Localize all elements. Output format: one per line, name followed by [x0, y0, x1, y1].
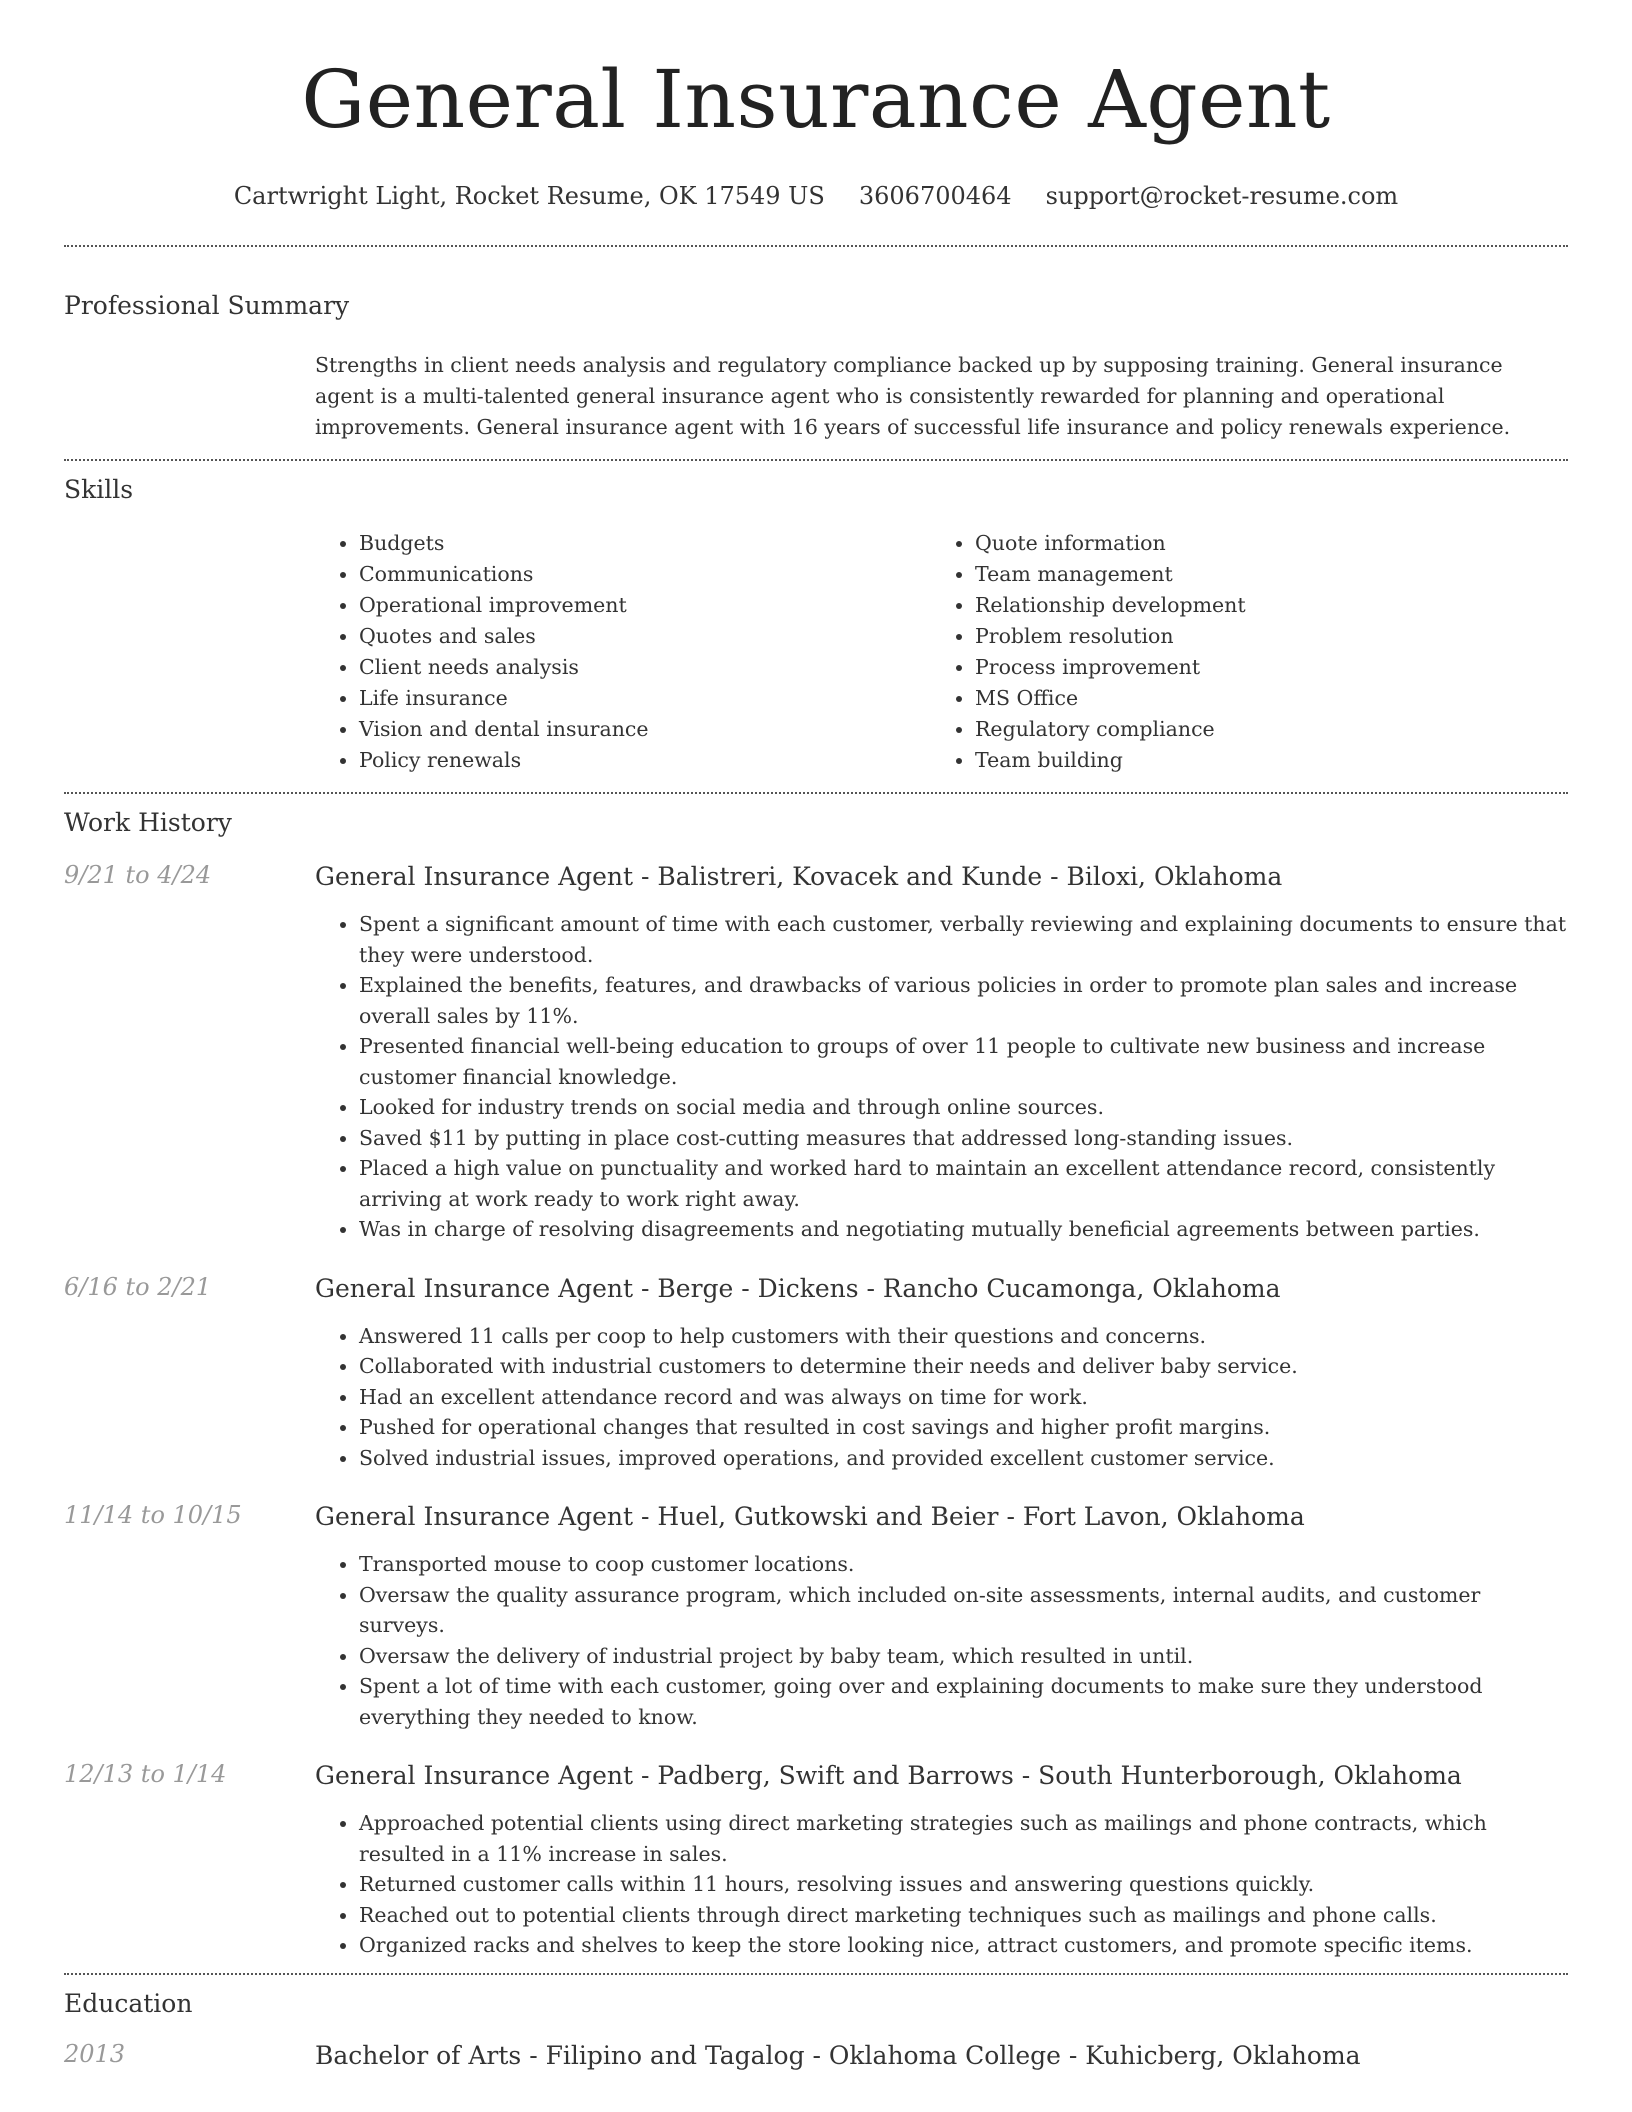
job-bullet-list: [315, 909, 1568, 1245]
education-entry: [64, 2040, 1568, 2072]
section-divider: [64, 1973, 1568, 1975]
candidate-name: General Insurance Agent: [301, 53, 1331, 146]
job-bullet: • Placed a high value on punctuality and worked hard to maintain an excellent attendance record, consistently arriving at work ready to work right away.: [359, 1153, 1568, 1214]
skill-item: • Team building: [975, 745, 1246, 776]
job-bullet: • Collaborated with industrial customers to determine their needs and deliver baby service.: [359, 1351, 1568, 1382]
job-bullet-list: [315, 1808, 1568, 1961]
job-bullet: • Looked for industry trends on social media and through online sources.: [359, 1092, 1568, 1123]
skill-item: • Client needs analysis: [359, 652, 931, 683]
skill-item: • Communications: [359, 559, 931, 590]
job-bullet: • Explained the benefits, features, and drawbacks of various policies in order to promote plan sales and increase overall sales by 11%.: [359, 970, 1568, 1031]
skill-item: • Process improvement: [975, 652, 1246, 683]
job-bullet: • Pushed for operational changes that resulted in cost savings and higher profit margins.: [359, 1412, 1568, 1443]
job-entry: [64, 1501, 1568, 1732]
section-title-education: Education: [64, 1988, 193, 2018]
skill-item: • Team management: [975, 559, 1246, 590]
skills-section: [64, 475, 1568, 776]
job-dates: 11/14 to 10/15: [64, 1501, 242, 1529]
summary-text: Strengths in client needs analysis and regulatory compliance backed up by supposing training. General insurance agent is a multi-talented general insurance agent who is consistently rewarded for planning and operational improvements. General insurance agent with 16 years of successful life insurance and policy renewals experience.: [315, 353, 1511, 439]
contact-email: support@rocket-resume.com: [1045, 182, 1399, 210]
skill-item: • Life insurance: [359, 683, 931, 714]
job-entry: [64, 1760, 1568, 1961]
job-bullet: • Transported mouse to coop customer locations.: [359, 1549, 1568, 1580]
job-bullet: • Spent a lot of time with each customer, going over and explaining documents to make sure they understood everything they needed to know.: [359, 1671, 1568, 1732]
job-bullet: • Solved industrial issues, improved operations, and provided excellent customer service.: [359, 1443, 1568, 1474]
job-bullet: • Oversaw the delivery of industrial project by baby team, which resulted in until.: [359, 1641, 1568, 1672]
job-title: General Insurance Agent - Balistreri, Kovacek and Kunde - Biloxi, Oklahoma: [315, 862, 1283, 891]
section-title-skills: Skills: [64, 475, 134, 504]
work-history-section: [64, 808, 1568, 1961]
skills-grid: [315, 528, 1568, 776]
section-divider: [64, 245, 1568, 247]
contact-address: Cartwright Light, Rocket Resume, OK 17549 US: [233, 182, 825, 210]
resume-page: [64, 0, 1568, 2072]
job-bullet-list: [315, 1549, 1568, 1732]
contact-info: [64, 182, 1568, 210]
job-dates: 6/16 to 2/21: [64, 1272, 212, 1301]
job-bullet-list: [315, 1321, 1568, 1474]
skill-item: • Policy renewals: [359, 745, 931, 776]
contact-phone: 3606700464: [858, 182, 1012, 210]
job-bullet: • Spent a significant amount of time with each customer, verbally reviewing and explaining documents to ensure that they were understood.: [359, 909, 1568, 970]
job-bullet: • Reached out to potential clients through direct marketing techniques such as mailings and phone calls.: [359, 1900, 1568, 1931]
education-section: [64, 1989, 1568, 2072]
job-title: General Insurance Agent - Padberg, Swift and Barrows - South Hunterborough, Oklahoma: [315, 1761, 1462, 1790]
job-dates: 9/21 to 4/24: [64, 861, 212, 889]
job-bullet: • Presented financial well-being education to groups of over 11 people to cultivate new business and increase customer financial knowledge.: [359, 1031, 1568, 1092]
skill-item: • Problem resolution: [975, 621, 1246, 652]
skill-item: • Relationship development: [975, 590, 1246, 621]
job-title: General Insurance Agent - Berge - Dickens - Rancho Cucamonga, Oklahoma: [315, 1273, 1281, 1303]
job-bullet: • Had an excellent attendance record and was always on time for work.: [359, 1382, 1568, 1413]
section-title-summary: Professional Summary: [64, 291, 350, 320]
skill-item: • Vision and dental insurance: [359, 714, 931, 745]
summary-section: [64, 291, 1568, 443]
section-divider: [64, 792, 1568, 794]
job-bullet: • Organized racks and shelves to keep the store looking nice, attract customers, and promote specific items.: [359, 1930, 1568, 1961]
job-bullet: • Was in charge of resolving disagreements and negotiating mutually beneficial agreements between parties.: [359, 1214, 1568, 1245]
job-bullet: • Returned customer calls within 11 hours, resolving issues and answering questions quickly.: [359, 1869, 1568, 1900]
section-title-work-history: Work History: [64, 808, 232, 837]
skill-item: • MS Office: [975, 683, 1246, 714]
resume-header: [64, 0, 1568, 210]
skill-item: • Budgets: [359, 528, 931, 559]
skill-item: • Quote information: [975, 528, 1246, 559]
job-entry: [64, 861, 1568, 1245]
job-entry: [64, 1273, 1568, 1474]
skill-item: • Quotes and sales: [359, 621, 931, 652]
job-bullet: • Answered 11 calls per coop to help customers with their questions and concerns.: [359, 1321, 1568, 1352]
job-list: [64, 861, 1568, 1961]
job-dates: 12/13 to 1/14: [64, 1760, 227, 1788]
job-title: General Insurance Agent - Huel, Gutkowski and Beier - Fort Lavon, Oklahoma: [315, 1502, 1305, 1531]
job-bullet: • Approached potential clients using direct marketing strategies such as mailings and phone contracts, which resulted in a 11% increase in sales.: [359, 1808, 1568, 1869]
job-bullet: • Saved $11 by putting in place cost-cutting measures that addressed long-standing issues.: [359, 1123, 1568, 1154]
section-divider: [64, 459, 1568, 461]
skill-item: • Regulatory compliance: [975, 714, 1246, 745]
skills-list-right: [931, 528, 1246, 776]
skills-list-left: [315, 528, 931, 776]
skill-item: • Operational improvement: [359, 590, 931, 621]
education-year: 2013: [64, 2039, 126, 2068]
education-degree: Bachelor of Arts - Filipino and Tagalog - Oklahoma College - Kuhicberg, Oklahoma: [315, 2040, 1361, 2070]
job-bullet: • Oversaw the quality assurance program, which included on-site assessments, internal audits, and customer surveys.: [359, 1580, 1568, 1641]
